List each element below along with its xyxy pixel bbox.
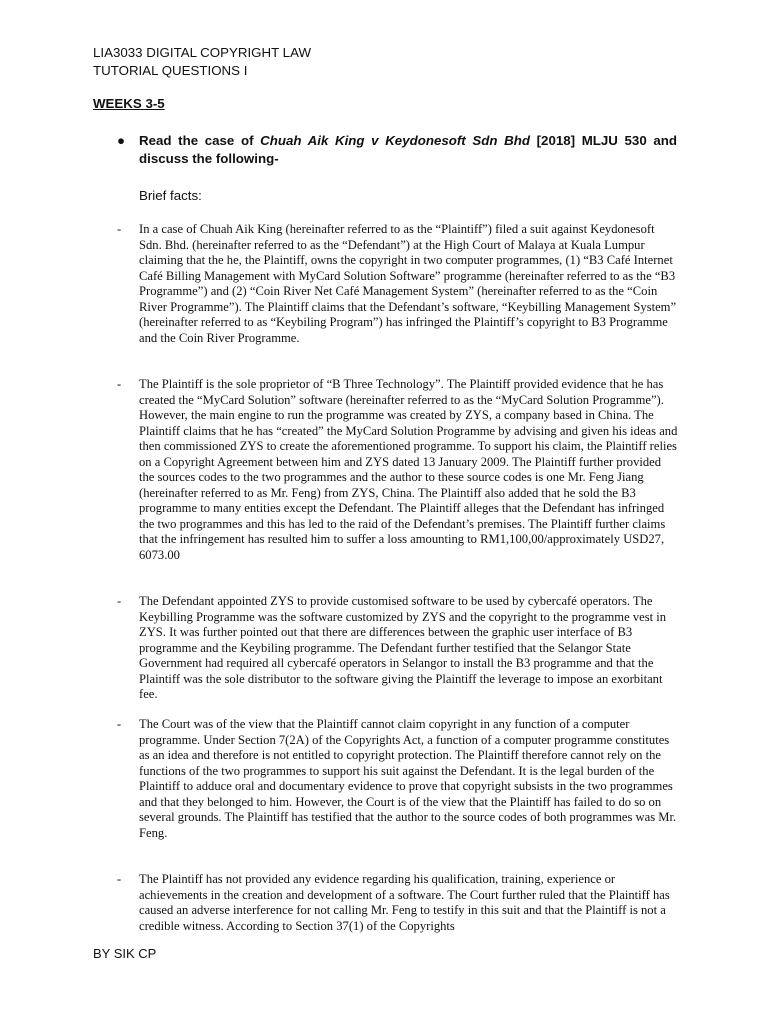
brief-facts-label: Brief facts:: [139, 188, 202, 203]
paragraph-text: In a case of Chuah Aik King (hereinafter referred to as the “Plaintiff”) filed a suit against Keydonesoft Sdn. Bhd. (hereinafter referred to as the “Defendant”) at the High Court of Malaya at Kuala Lumpur claiming that the he, the Plaintiff, owns the copyright in two computer programmes, (1) “B3 Café Internet Café Billing Management with MyCard Solution Software” programme (hereinafter referred to as the “B3 Programme”) and (2) “Coin River Net Café Management System” (hereinafter referred to as the “Coin River Programme”). The Plaintiff claims that the Defendant’s software, “Keybilling Management System” (hereinafter referred to as “Keybiling Program”) has infringed the Plaintiff’s copyright to B3 Programme and the Coin River Programme.: [139, 222, 677, 345]
dash-marker: -: [117, 717, 122, 731]
dash-marker: -: [117, 377, 122, 391]
paragraph-text: The Court was of the view that the Plaintiff cannot claim copyright in any function of a computer programme. Under Section 7(2A) of the Copyrights Act, a function of a computer programme constitutes as an idea and therefore is not entitled to copyright protection. The Plaintiff therefore cannot rely on the functions of the two programmes to support his suit against the Defendant. It is the legal burden of the Plaintiff to adduce oral and documentary evidence to prove that copyright subsists in the two programmes and that they belonged to him. However, the Court is of the view that the Plaintiff has failed to do so on several grounds. The Plaintiff has testified that the author to the source codes of both programmes was Mr. Feng.: [139, 717, 677, 840]
bullet-icon: ●: [117, 133, 126, 148]
question-suffix: [2018] MLJU 530 and discuss the following-: [139, 133, 677, 166]
dash-marker: -: [117, 222, 122, 236]
paragraph-text: The Defendant appointed ZYS to provide customised software to be used by cybercafé operators. The Keybilling Programme was the software customized by ZYS and the copyright to the programme vest in ZYS. It was further pointed out that there are differences between the graphic user interface of B3 programme and the Keybiling programme. The Defendant further testified that the Selangor State Government had required all cybercafé operators in Selangor to install the B3 programme and that the Plaintiff was the sole distributor to the software giving the Plaintiff the leverage to impose an exorbitant fee.: [139, 594, 667, 702]
document-header: [93, 44, 311, 80]
case-name: Chuah Aik King v Keydonesoft Sdn Bhd: [260, 133, 530, 148]
question-text: [139, 132, 677, 168]
dash-marker: -: [117, 872, 122, 886]
weeks-heading: WEEKS 3-5: [93, 96, 165, 111]
footer-author: BY SIK CP: [93, 946, 157, 961]
paragraph-text: The Plaintiff is the sole proprietor of “B Three Technology”. The Plaintiff provided evidence that he has created the “MyCard Solution” software (hereinafter referred to as the “MyCard Solution Programme”). However, the main engine to run the programme was created by ZYS, a company based in China. The Plaintiff claims that he has “created” the MyCard Solution Programme by advising and given his ideas and then commissioned ZYS to create the aforementioned programme. To support his claim, the Plaintiff relies on a Copyright Agreement between him and ZYS dated 13 January 2009. The Plaintiff further provided the sources codes to the two programmes and the author to these source codes is one Mr. Feng Jiang (hereinafter referred to as Mr. Feng) from ZYS, China. The Plaintiff also added that he sold the B3 programme to many entities except the Defendant. The Plaintiff alleges that the Defendant has infringed the two programmes and this has led to the raid of the Defendant’s premises. The Plaintiff further claims that the infringement has resulted him to suffer a loss amounting to RM1,100,00/approximately USD27, 6073.00: [139, 377, 678, 563]
paragraph-text: The Plaintiff has not provided any evidence regarding his qualification, training, experience or achievements in the creation and development of a software. The Court further ruled that the Plaintiff has caused an adverse interference for not calling Mr. Feng to testify in this suit and that the Plaintiff is not a credible witness. According to Section 37(1) of the Copyrights: [139, 872, 670, 933]
dash-marker: -: [117, 594, 122, 608]
question-prefix: Read the case of: [139, 133, 261, 148]
course-title: LIA3033 DIGITAL COPYRIGHT LAW: [93, 45, 311, 60]
document-subtitle: TUTORIAL QUESTIONS I: [93, 63, 248, 78]
